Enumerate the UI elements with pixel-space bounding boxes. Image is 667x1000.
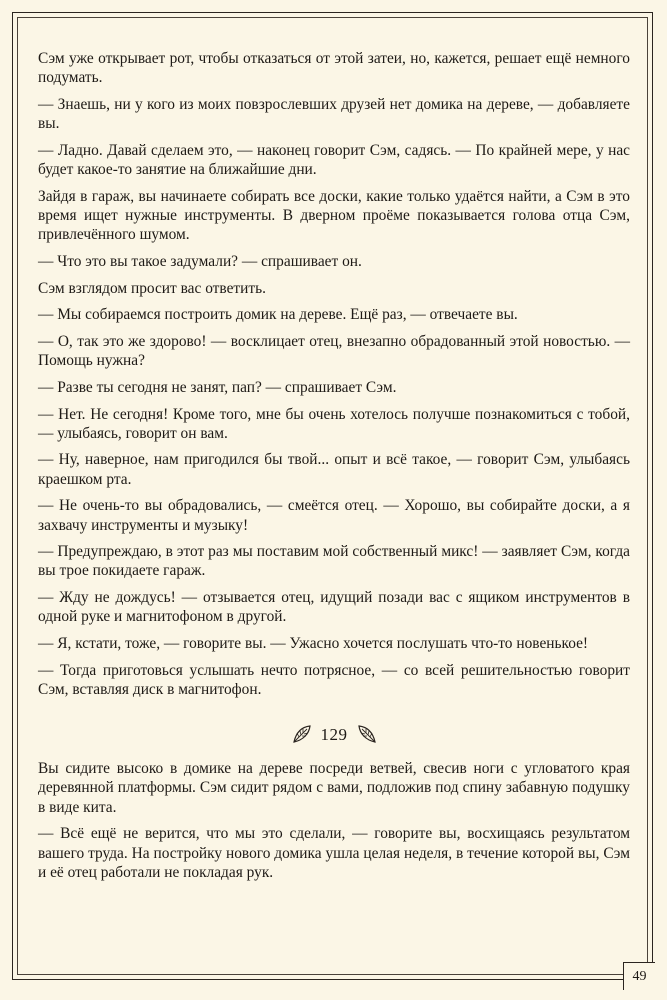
paragraph: — Я, кстати, тоже, — говорите вы. — Ужасно хочется послушать что-то новенькое! xyxy=(38,635,589,653)
paragraph: — Предупреждаю, в этот раз мы поставим мой собственный микс! — заявляет Сэм, когда вы трое покидаете гараж. xyxy=(38,543,630,580)
paragraph: Сэм взглядом просит вас ответить. xyxy=(38,279,266,297)
paragraph: — О, так это же здорово! — восклицает отец, внезапно обрадованный этой новостью. — Помощь нужна? xyxy=(38,332,630,370)
paragraph: — Мы собираемся построить домик на дереве. Ещё раз, — отвечаете вы. xyxy=(38,306,518,324)
text-block-after xyxy=(38,759,630,882)
leaf-ornament-icon xyxy=(356,723,378,745)
paragraph: — Всё ещё не верится, что мы это сделали, — говорите вы, восхищаясь результатом вашего труда. На постройку нового домика ушла целая неделя, в течение которой вы, Сэм и её отец работали не покладая рук. xyxy=(38,825,630,881)
paragraph: Вы сидите высоко в домике на дереве посреди ветвей, свесив ноги с угловатого края деревянной платформы. Сэм сидит рядом с вами, подложив под спину забавную подушку в виде кита. xyxy=(38,760,630,816)
paragraph: — Ладно. Давай сделаем это, — наконец говорит Сэм, садясь. — По крайней мере, у нас будет какое-то занятие на ближайшие дни. xyxy=(38,141,630,179)
paragraph: — Ну, наверное, нам пригодился бы твой... опыт и всё такое, — говорит Сэм, улыбаясь краешком рта. xyxy=(38,451,630,488)
paragraph: — Знаешь, ни у кого из моих повзрослевших друзей нет домика на дереве, — добавляете вы. xyxy=(38,95,630,133)
paragraph: Сэм уже открывает рот, чтобы отказаться от этой затеи, но, кажется, решает ещё немного подумать. xyxy=(38,50,630,87)
paragraph: — Нет. Не сегодня! Кроме того, мне бы очень хотелось получше познакомиться с тобой, — улыбаясь, говорит он вам. xyxy=(38,405,630,442)
text-block-before xyxy=(38,49,630,699)
paragraph: Зайдя в гараж, вы начинаете собирать все доски, какие только удаётся найти, а Сэм в это время ищет нужные инструменты. В дверном проёме показывается голова отца Сэм, привлечённого шумом. xyxy=(38,187,630,244)
section-number: 129 xyxy=(320,724,348,744)
paragraph: — Жду не дождусь! — отзывается отец, идущий позади вас с ящиком инструментов в одной руке и магнитофоном в другой. xyxy=(38,589,630,626)
paragraph: — Тогда приготовься услышать нечто потрясное, — со всей решительностью говорит Сэм, вставляя диск в магнитофон. xyxy=(38,661,630,698)
page-content xyxy=(38,49,630,889)
paragraph: — Не очень-то вы обрадовались, — смеётся отец. — Хорошо, вы собирайте доски, а я захвачу инструменты и музыку! xyxy=(38,497,630,534)
leaf-ornament-icon xyxy=(291,723,313,745)
section-marker xyxy=(38,723,630,745)
paragraph: — Разве ты сегодня не занят, пап? — спрашивает Сэм. xyxy=(38,378,397,396)
paragraph: — Что это вы такое задумали? — спрашивает он. xyxy=(38,252,362,270)
page-number: 49 xyxy=(623,962,655,990)
